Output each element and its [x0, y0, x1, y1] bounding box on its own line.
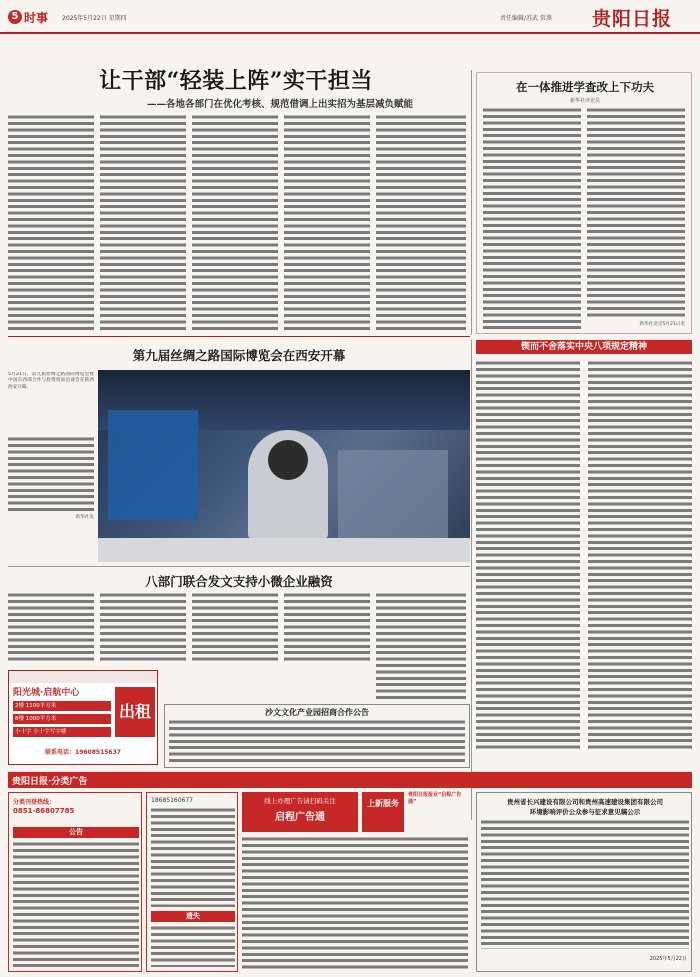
notice-label: 公告 [13, 827, 139, 838]
lead-column-4 [284, 114, 370, 330]
lost-label: 遗失 [151, 911, 235, 922]
right-column-1 [476, 360, 580, 752]
lead-column-2 [100, 114, 186, 330]
lead-column-5 [376, 114, 466, 330]
rent-ad [8, 670, 158, 765]
rent-line-3: 小十字 小十字写字楼 [13, 727, 111, 737]
culture-body [169, 719, 465, 765]
policy-column-5 [376, 592, 466, 702]
culture-notice [164, 704, 470, 768]
classified-center-list [242, 836, 468, 972]
right-column-2 [588, 360, 692, 752]
classified-logo: 贵阳日报·分类广告 [12, 777, 88, 787]
editor-credit: 责任编辑/苏武 常燕 [500, 15, 552, 22]
section-rule [8, 336, 470, 337]
commentary-column-1 [483, 107, 581, 329]
photo-crowd [338, 450, 448, 540]
expo-photo [98, 370, 470, 562]
service-sub: 贵阳日报报业“启程广告通” [408, 792, 462, 805]
public-notice-body [481, 819, 689, 949]
classified-mid [146, 792, 238, 972]
policy-column-1 [8, 592, 94, 664]
lead-headline: 让干部“轻装上阵”实干担当 [99, 68, 373, 94]
classified-left [8, 792, 142, 972]
lead-column-3 [192, 114, 278, 330]
rent-line-1: 2楼 1100平方米 [13, 701, 111, 711]
policy-column-2 [100, 592, 186, 664]
public-notice [476, 792, 692, 972]
photo-screen [108, 410, 198, 520]
expo-caption-cont [8, 436, 94, 512]
lost-list [151, 925, 235, 967]
promo-line-2: 启程广告通 [275, 812, 325, 823]
lead-column-1 [8, 114, 94, 330]
page-header [0, 0, 700, 34]
public-notice-date: 2025年5月22日 [649, 956, 687, 962]
classified-mid-list [151, 807, 235, 907]
rent-ad-top [9, 671, 157, 683]
lead-subheadline: ——各地各部门在优化考核、规范借调上出实招为基层减负赋能 [146, 99, 413, 110]
commentary-byline: 新华社评论员 [569, 98, 600, 104]
expo-byline: 新华社发 [75, 515, 94, 520]
classified-hotline-label: 分类刊登热线： [13, 799, 56, 806]
section-number: 5 [8, 10, 22, 24]
rent-company: 阳光城·启航中心 [13, 688, 80, 698]
section-title: 时事 [24, 11, 49, 25]
commentary-column-2 [587, 107, 685, 319]
promo-line-1: 线上办理广告请扫码关注 [264, 797, 336, 805]
culture-headline: 沙文文化产业园招商合作公告 [265, 708, 369, 717]
column-divider [471, 70, 472, 335]
promo-box [242, 792, 358, 832]
classified-bar [8, 772, 692, 788]
service-label: 上新服务 [362, 792, 404, 832]
paper-masthead: 贵阳日报 [592, 8, 673, 30]
classified-hotline: 0851-86807785 [13, 807, 75, 815]
photo-floor [98, 538, 470, 562]
commentary-box [476, 72, 692, 334]
discipline-banner: 锲而不舍落实中央八项规定精神 [476, 340, 692, 354]
photo-visitor [268, 440, 308, 480]
column-divider-2 [471, 340, 472, 820]
notice-list [13, 841, 139, 967]
policy-column-3 [192, 592, 278, 664]
commentary-headline: 在一体推进学查改上下功夫 [516, 80, 654, 94]
rent-title: 出租 [115, 687, 155, 737]
issue-date: 2025年5月22日 星期四 [62, 15, 127, 22]
expo-caption: 5月21日，第九届丝绸之路国际博览会暨中国东西部合作与投资贸易洽谈会在陕西西安开幕。 [8, 372, 94, 390]
commentary-footer: 新华社北京5月21日电 [639, 322, 685, 327]
rent-line-2: 8楼 1000平方米 [13, 714, 111, 724]
rent-phone: 联系电话：19608515637 [45, 749, 121, 756]
policy-column-4 [284, 592, 370, 664]
classified-phone: 18685160677 [151, 797, 193, 804]
expo-headline: 第九届丝绸之路国际博览会在西安开幕 [132, 348, 346, 363]
public-notice-subtitle: 环境影响评价公众参与征求意见稿公示 [529, 808, 641, 816]
policy-headline: 八部门联合发文支持小微企业融资 [145, 574, 333, 589]
section-rule-2 [8, 566, 470, 567]
public-notice-title: 贵州省长兴建设有限公司和贵州高速建设集团有限公司 [507, 798, 663, 806]
